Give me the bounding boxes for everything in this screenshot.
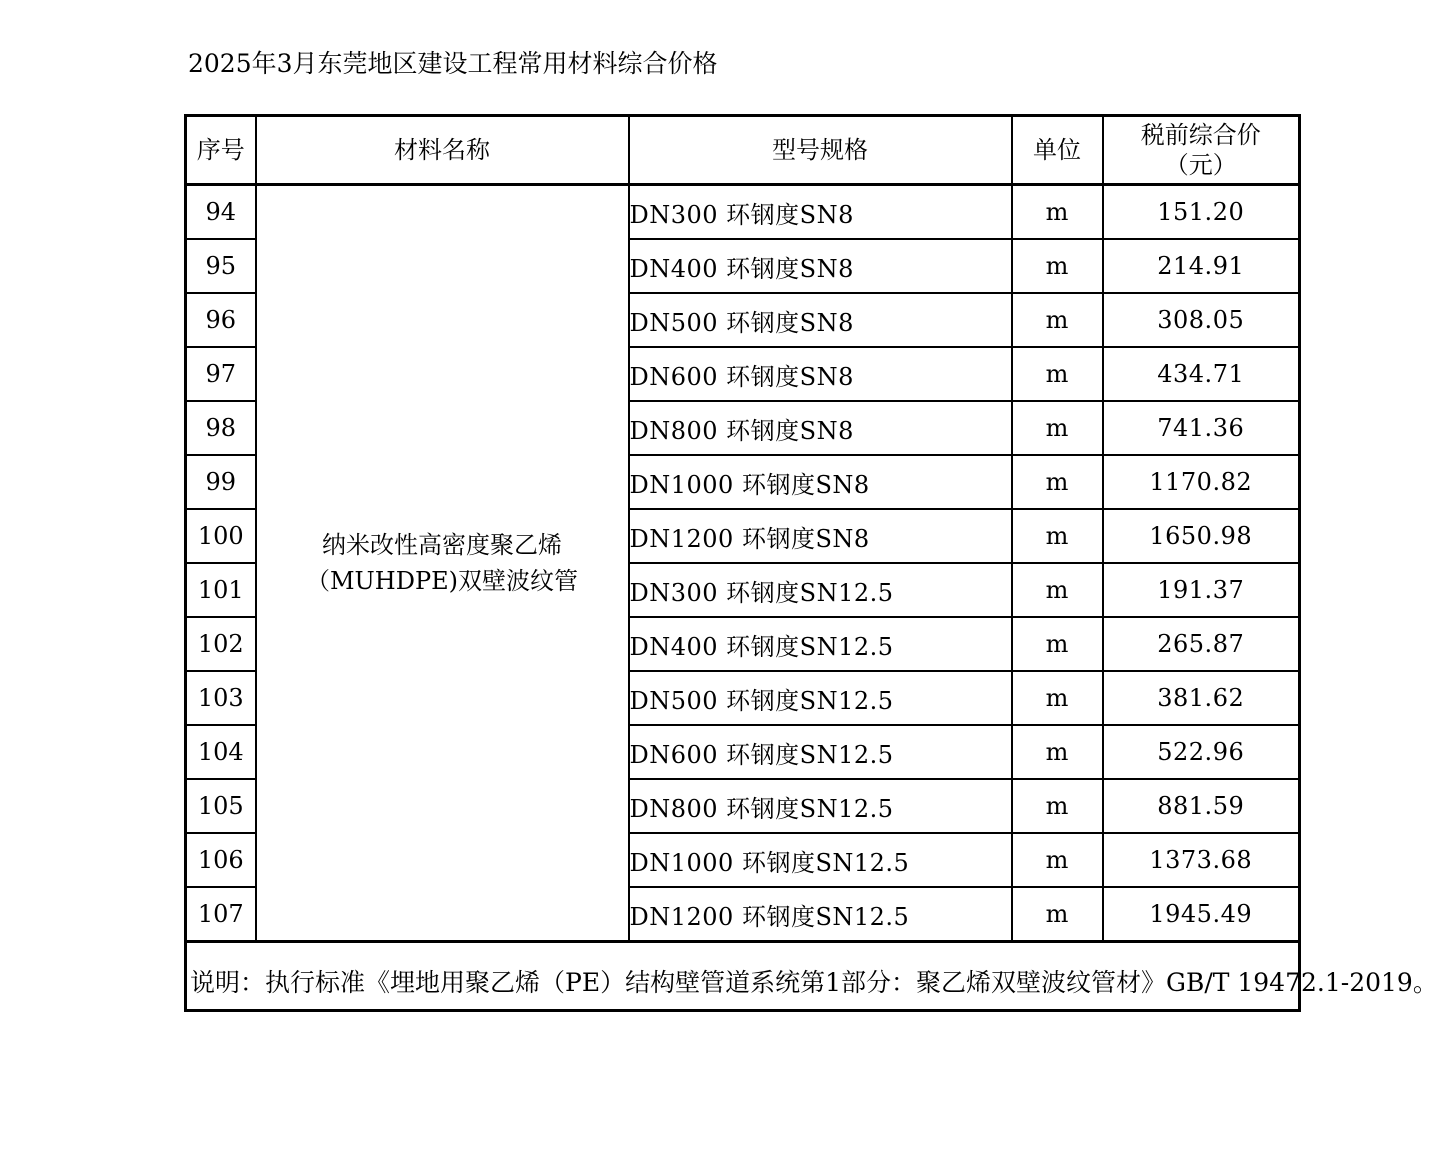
row-no: 100 [186, 509, 256, 563]
note-text: 说明：执行标准《埋地用聚乙烯（PE）结构壁管道系统第1部分：聚乙烯双壁波纹管材》GB/T 19472.1-2019。 [186, 942, 1300, 1011]
row-spec: DN500 环钢度SN12.5 [629, 671, 1012, 725]
row-price: 1373.68 [1103, 833, 1300, 887]
row-price: 151.20 [1103, 185, 1300, 240]
row-price: 522.96 [1103, 725, 1300, 779]
row-unit: m [1012, 509, 1103, 563]
material-name-line2: （MUHDPE)双壁波纹管 [305, 567, 578, 595]
header-no: 序号 [186, 116, 256, 185]
row-unit: m [1012, 779, 1103, 833]
row-spec: DN300 环钢度SN12.5 [629, 563, 1012, 617]
row-spec: DN1200 环钢度SN8 [629, 509, 1012, 563]
row-no: 97 [186, 347, 256, 401]
row-price: 214.91 [1103, 239, 1300, 293]
row-no: 98 [186, 401, 256, 455]
row-unit: m [1012, 887, 1103, 942]
row-no: 105 [186, 779, 256, 833]
row-spec: DN800 环钢度SN12.5 [629, 779, 1012, 833]
row-spec: DN600 环钢度SN12.5 [629, 725, 1012, 779]
row-unit: m [1012, 455, 1103, 509]
row-unit: m [1012, 833, 1103, 887]
header-row [186, 116, 1300, 185]
row-unit: m [1012, 401, 1103, 455]
row-unit: m [1012, 293, 1103, 347]
row-unit: m [1012, 347, 1103, 401]
row-no: 99 [186, 455, 256, 509]
row-unit: m [1012, 671, 1103, 725]
header-unit: 单位 [1012, 116, 1103, 185]
header-spec: 型号规格 [629, 116, 1012, 185]
header-price-label: 税前综合价 [1140, 121, 1261, 149]
table-row [186, 185, 1300, 240]
row-unit: m [1012, 239, 1103, 293]
material-name-line1: 纳米改性高密度聚乙烯 [322, 531, 562, 559]
header-price-unit: （元） [1164, 151, 1237, 179]
price-table [184, 114, 1438, 1012]
row-price: 1170.82 [1103, 455, 1300, 509]
row-price: 1650.98 [1103, 509, 1300, 563]
row-price: 434.71 [1103, 347, 1300, 401]
row-price: 1945.49 [1103, 887, 1300, 942]
row-no: 95 [186, 239, 256, 293]
row-unit: m [1012, 563, 1103, 617]
row-price: 308.05 [1103, 293, 1300, 347]
row-price: 881.59 [1103, 779, 1300, 833]
note-row [186, 942, 1300, 1011]
row-no: 106 [186, 833, 256, 887]
header-price [1103, 116, 1300, 185]
row-unit: m [1012, 725, 1103, 779]
row-no: 103 [186, 671, 256, 725]
row-spec: DN400 环钢度SN12.5 [629, 617, 1012, 671]
row-no: 104 [186, 725, 256, 779]
row-no: 101 [186, 563, 256, 617]
row-price: 265.87 [1103, 617, 1300, 671]
row-spec: DN500 环钢度SN8 [629, 293, 1012, 347]
page-title: 2025年3月东莞地区建设工程常用材料综合价格 [188, 49, 718, 78]
row-spec: DN1000 环钢度SN12.5 [629, 833, 1012, 887]
row-price: 381.62 [1103, 671, 1300, 725]
row-spec: DN300 环钢度SN8 [629, 185, 1012, 240]
row-no: 107 [186, 887, 256, 942]
row-spec: DN1200 环钢度SN12.5 [629, 887, 1012, 942]
row-spec: DN1000 环钢度SN8 [629, 455, 1012, 509]
row-spec: DN600 环钢度SN8 [629, 347, 1012, 401]
row-no: 102 [186, 617, 256, 671]
row-price: 741.36 [1103, 401, 1300, 455]
row-price: 191.37 [1103, 563, 1300, 617]
row-no: 94 [186, 185, 256, 240]
row-spec: DN400 环钢度SN8 [629, 239, 1012, 293]
row-spec: DN800 环钢度SN8 [629, 401, 1012, 455]
row-no: 96 [186, 293, 256, 347]
material-name-cell [256, 185, 629, 942]
row-unit: m [1012, 617, 1103, 671]
row-unit: m [1012, 185, 1103, 240]
header-name: 材料名称 [256, 116, 629, 185]
